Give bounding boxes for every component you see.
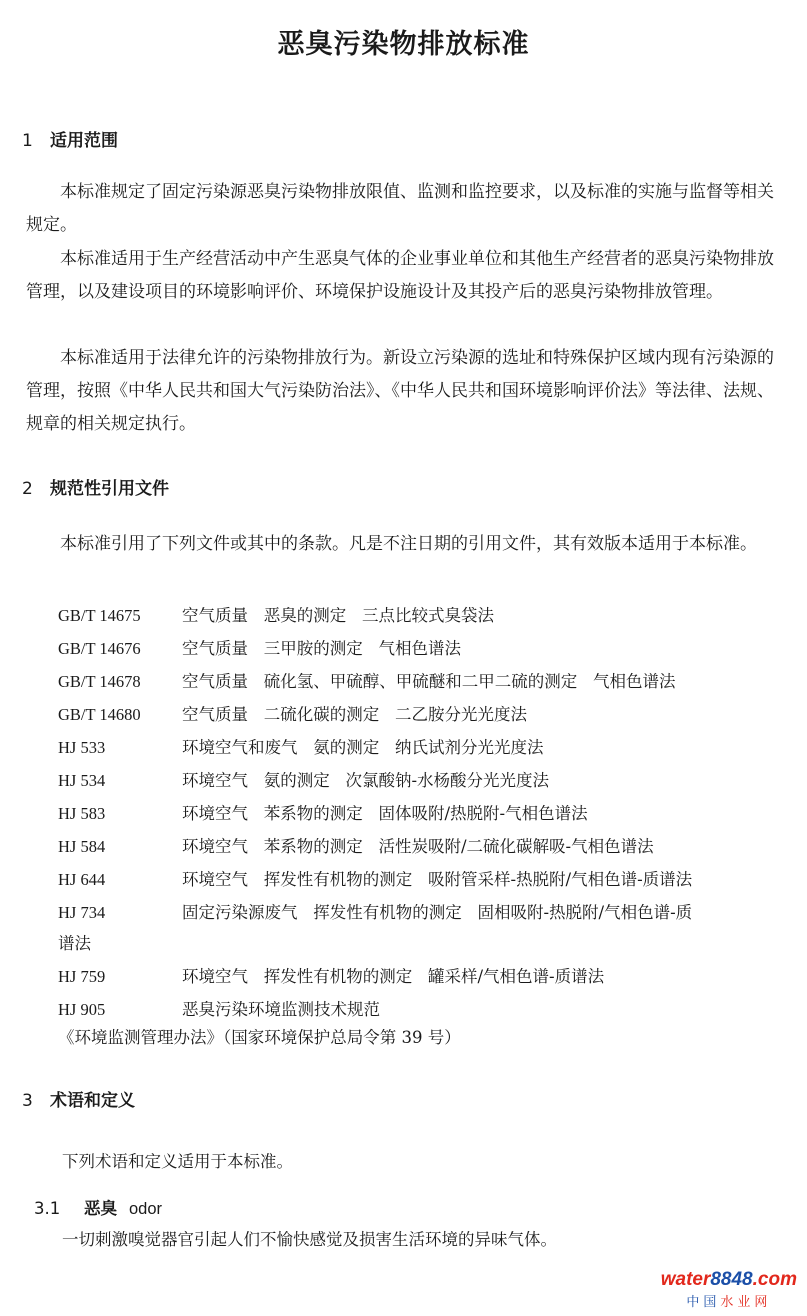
watermark-china: 中国 bbox=[686, 1295, 721, 1310]
paragraph: 下列术语和定义适用于本标准。 bbox=[62, 1152, 293, 1171]
section-title: 术语和定义 bbox=[50, 1091, 135, 1111]
section-2-heading bbox=[22, 474, 169, 499]
reference-extra bbox=[58, 1024, 461, 1048]
reference-item bbox=[58, 767, 549, 791]
ref-code: HJ 534 bbox=[58, 771, 106, 790]
reference-item bbox=[58, 899, 692, 923]
ref-name: 环境空气和废气 氨的测定 纳氏试剂分光光度法 bbox=[182, 738, 544, 757]
ref-code: GB/T 14678 bbox=[58, 672, 141, 691]
reference-item bbox=[58, 800, 588, 824]
section-number: 2 bbox=[22, 479, 33, 499]
paragraph: 本标准适用于生产经营活动中产生恶臭气体的企业事业单位和其他生产经营者的恶臭污染物排放管理，以及建设项目的环境影响评价、环境保护设施设计及其投产后的恶臭污染物排放管理。 bbox=[26, 249, 774, 302]
term-number: 3.1 bbox=[34, 1199, 61, 1218]
ref-name: 环境空气 挥发性有机物的测定 罐采样/气相色谱-质谱法 bbox=[182, 967, 605, 986]
ref-code: HJ 644 bbox=[58, 870, 106, 889]
section-1-heading bbox=[22, 126, 118, 151]
section-number: 1 bbox=[22, 131, 33, 151]
term-heading bbox=[34, 1195, 162, 1219]
ref-extra-text: 《环境监测管理办法》（国家环境保护总局令第 39 号） bbox=[58, 1028, 461, 1047]
ref-name-continued: 谱法 bbox=[58, 934, 91, 953]
reference-item bbox=[58, 734, 543, 758]
ref-name: 环境空气 苯系物的测定 固体吸附/热脱附-气相色谱法 bbox=[182, 804, 588, 823]
ref-code: GB/T 14676 bbox=[58, 639, 141, 658]
paragraph: 本标准适用于法律允许的污染物排放行为。新设立污染源的选址和特殊保护区域内现有污染源的管理，按照《中华人民共和国大气污染防治法》、《中华人民共和国环境影响评价法》等法律、法规、规章的相关规定执行。 bbox=[26, 348, 774, 434]
reference-item-wrap bbox=[58, 930, 91, 954]
reference-item bbox=[58, 602, 494, 626]
watermark-logo bbox=[661, 1269, 797, 1310]
ref-name: 空气质量 二硫化碳的测定 二乙胺分光光度法 bbox=[182, 705, 527, 724]
ref-code: HJ 583 bbox=[58, 804, 106, 823]
watermark-domain: .com bbox=[752, 1269, 797, 1290]
reference-item bbox=[58, 833, 654, 857]
ref-code: HJ 533 bbox=[58, 738, 106, 757]
reference-item bbox=[58, 866, 692, 890]
ref-code: HJ 905 bbox=[58, 1000, 106, 1019]
ref-name: 空气质量 三甲胺的测定 气相色谱法 bbox=[182, 639, 461, 658]
ref-code: GB/T 14675 bbox=[58, 606, 141, 625]
ref-code: HJ 734 bbox=[58, 903, 106, 922]
ref-name: 环境空气 挥发性有机物的测定 吸附管采样-热脱附/气相色谱-质谱法 bbox=[182, 870, 693, 889]
watermark-site: 水业网 bbox=[720, 1295, 772, 1310]
term-definition: 一切刺激嗅觉器官引起人们不愉快感觉及损害生活环境的异味气体。 bbox=[62, 1230, 557, 1249]
paragraph: 本标准引用了下列文件或其中的条款。凡是不注日期的引用文件，其有效版本适用于本标准。 bbox=[60, 534, 757, 554]
page-title: 恶臭污染物排放标准 bbox=[277, 29, 530, 60]
ref-name: 恶臭污染环境监测技术规范 bbox=[182, 1000, 380, 1019]
ref-name: 空气质量 恶臭的测定 三点比较式臭袋法 bbox=[182, 606, 494, 625]
ref-code: GB/T 14680 bbox=[58, 705, 141, 724]
watermark-word: water bbox=[660, 1269, 711, 1290]
section-3-heading bbox=[22, 1086, 135, 1111]
term-name: 恶臭 bbox=[84, 1199, 117, 1218]
reference-item bbox=[58, 996, 380, 1020]
reference-item bbox=[58, 701, 527, 725]
ref-name: 环境空气 苯系物的测定 活性炭吸附/二硫化碳解吸-气相色谱法 bbox=[182, 837, 654, 856]
ref-name: 空气质量 硫化氢、甲硫醇、甲硫醚和二甲二硫的测定 气相色谱法 bbox=[182, 672, 676, 691]
section-title: 规范性引用文件 bbox=[50, 479, 169, 499]
section-number: 3 bbox=[22, 1091, 33, 1111]
reference-item bbox=[58, 668, 675, 692]
term-english: odor bbox=[129, 1200, 163, 1218]
watermark-number: 8848 bbox=[710, 1269, 753, 1290]
ref-code: HJ 584 bbox=[58, 837, 106, 856]
paragraph: 本标准规定了固定污染源恶臭污染物排放限值、监测和监控要求，以及标准的实施与监督等相关规定。 bbox=[26, 182, 774, 235]
ref-name: 环境空气 氨的测定 次氯酸钠-水杨酸分光光度法 bbox=[182, 771, 550, 790]
ref-code: HJ 759 bbox=[58, 967, 106, 986]
reference-item bbox=[58, 963, 604, 987]
reference-item bbox=[58, 635, 461, 659]
section-title: 适用范围 bbox=[50, 131, 118, 151]
ref-name: 固定污染源废气 挥发性有机物的测定 固相吸附-热脱附/气相色谱-质 bbox=[182, 903, 693, 922]
